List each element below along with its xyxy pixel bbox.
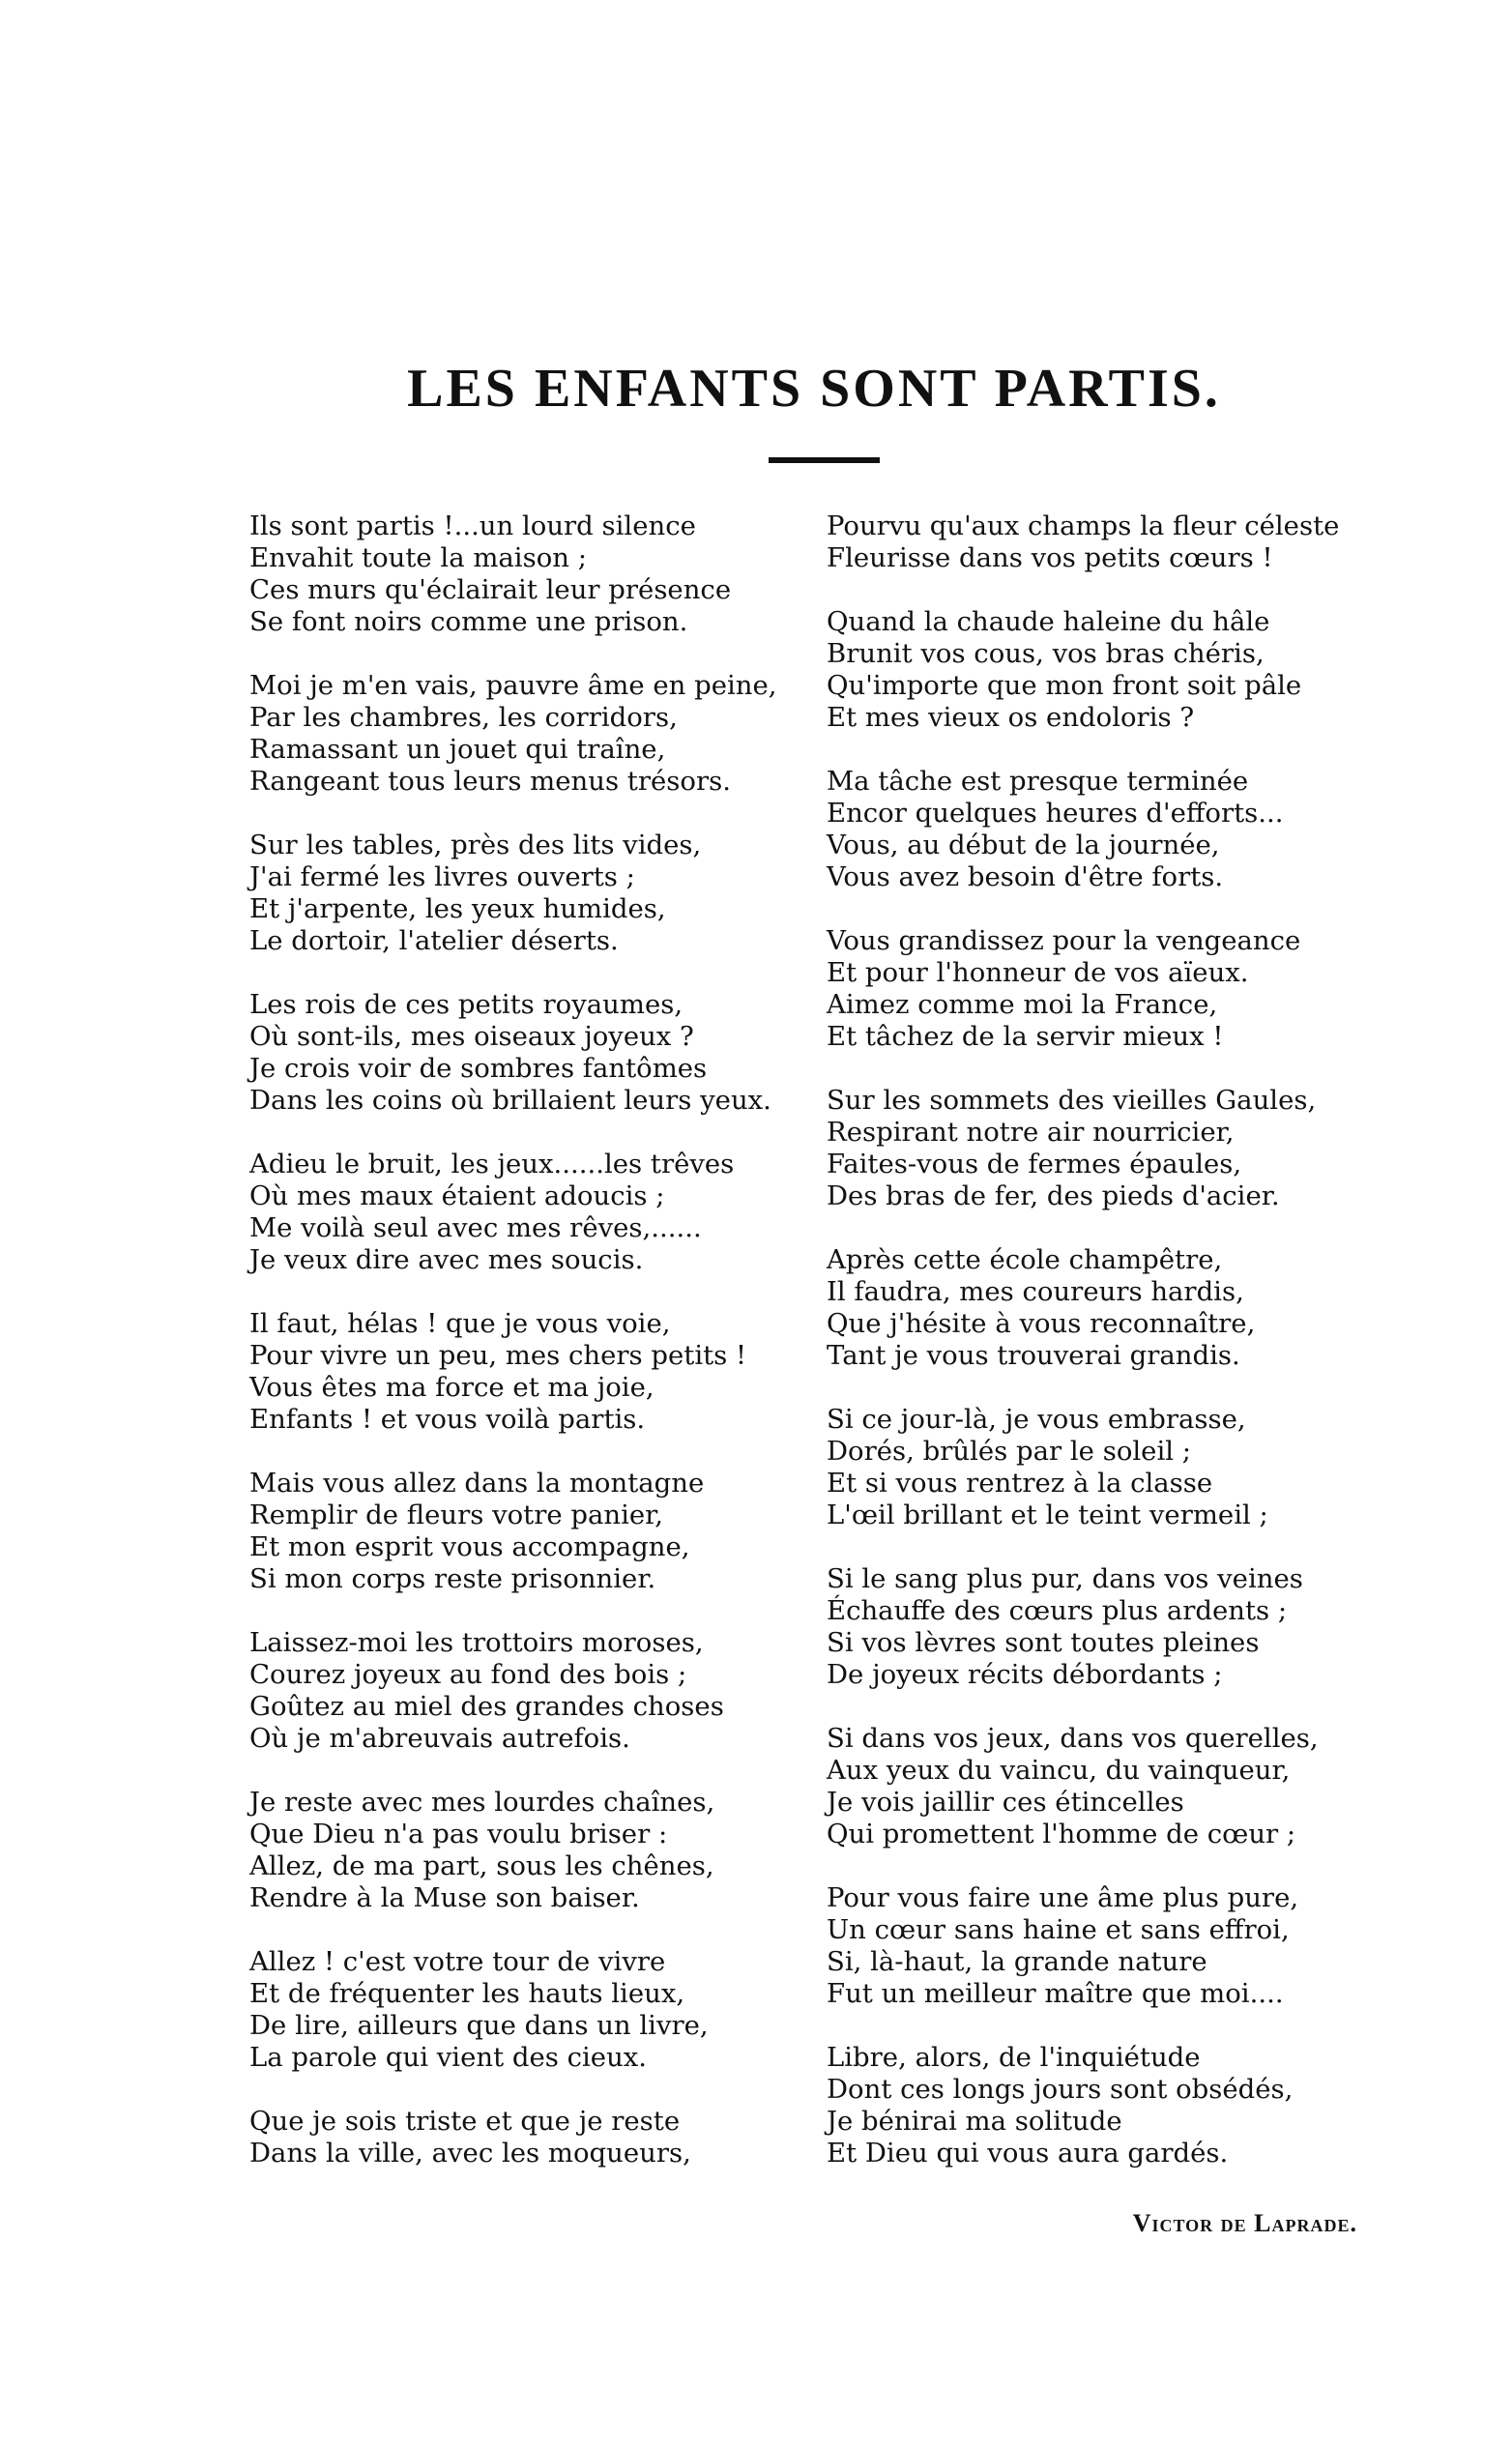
verse-line: Tant je vous trouverai grandis. — [827, 1340, 1240, 1371]
verse-line: Où je m'abreuvais autrefois. — [249, 1723, 630, 1754]
stanza — [249, 830, 868, 957]
right-column — [827, 510, 1445, 2201]
verse-line: Et mon esprit vous accompagne, — [249, 1531, 690, 1562]
verse-line: Les rois de ces petits royaumes, — [249, 989, 683, 1020]
verse-line: Ramassant un jouet qui traîne, — [249, 734, 666, 765]
verse-line: Remplir de fleurs votre panier, — [249, 1500, 664, 1530]
verse-line: Rangeant tous leurs menus trésors. — [249, 766, 731, 797]
verse-line: Il faut, hélas ! que je vous voie, — [249, 1308, 671, 1339]
stanza — [249, 1149, 868, 1276]
verse-line: Sur les tables, près des lits vides, — [249, 830, 702, 860]
verse-line: Courez joyeux au fond des bois ; — [249, 1659, 687, 1690]
verse-line: Échauffe des cœurs plus ardents ; — [827, 1595, 1288, 1626]
verse-line: Envahit toute la maison ; — [249, 542, 587, 573]
author-signature: Victor de Laprade. — [1132, 2209, 1357, 2237]
verse-line: Qui promettent l'homme de cœur ; — [827, 1819, 1296, 1849]
stanza — [827, 606, 1445, 734]
left-column — [249, 510, 868, 2201]
verse-line: Je bénirai ma solitude — [827, 2106, 1122, 2137]
verse-line: Enfants ! et vous voilà partis. — [249, 1404, 646, 1435]
verse-line: Dans les coins où brillaient leurs yeux. — [249, 1085, 771, 1116]
verse-line: Me voilà seul avec mes rêves,...... — [249, 1212, 702, 1243]
verse-line: Brunit vos cous, vos bras chéris, — [827, 638, 1265, 669]
verse-line: Aux yeux du vaincu, du vainqueur, — [827, 1755, 1291, 1786]
verse-line: De lire, ailleurs que dans un livre, — [249, 2010, 709, 2041]
verse-line: Que je sois triste et que je reste — [249, 2106, 681, 2137]
verse-line: La parole qui vient des cieux. — [249, 2042, 648, 2073]
stanza — [827, 1404, 1445, 1531]
verse-line: Et j'arpente, les yeux humides, — [249, 893, 666, 924]
verse-line: Que j'hésite à vous reconnaître, — [827, 1308, 1256, 1339]
verse-line: L'œil brillant et le teint vermeil ; — [827, 1500, 1268, 1530]
stanza — [827, 925, 1445, 1053]
verse-line: Je veux dire avec mes soucis. — [249, 1244, 644, 1275]
verse-line: Moi je m'en vais, pauvre âme en peine, — [249, 670, 777, 701]
verse-line: Pour vivre un peu, mes chers petits ! — [249, 1340, 747, 1371]
verse-line: Dorés, brûlés par le soleil ; — [827, 1436, 1192, 1467]
verse-line: Ces murs qu'éclairait leur présence — [249, 574, 732, 605]
verse-line: Aimez comme moi la France, — [827, 989, 1218, 1020]
verse-line: Rendre à la Muse son baiser. — [249, 1882, 640, 1913]
stanza — [827, 1882, 1445, 2010]
stanza — [827, 2042, 1445, 2169]
verse-line: Goûtez au miel des grandes choses — [249, 1691, 724, 1722]
stanza — [249, 989, 868, 1117]
verse-line: Si mon corps reste prisonnier. — [249, 1563, 656, 1594]
verse-line: Si dans vos jeux, dans vos querelles, — [827, 1723, 1319, 1754]
verse-line: Et si vous rentrez à la classe — [827, 1468, 1213, 1499]
verse-line: De joyeux récits débordants ; — [827, 1659, 1223, 1690]
verse-line: Fut un meilleur maître que moi.... — [827, 1978, 1284, 2009]
verse-line: Et de fréquenter les hauts lieux, — [249, 1978, 685, 2009]
verse-line: Vous avez besoin d'être forts. — [827, 861, 1224, 892]
stanza — [827, 1085, 1445, 1212]
verse-line: Encor quelques heures d'efforts... — [827, 798, 1284, 829]
verse-line: Qu'importe que mon front soit pâle — [827, 670, 1302, 701]
verse-line: J'ai fermé les livres ouverts ; — [249, 861, 635, 892]
verse-line: Des bras de fer, des pieds d'acier. — [827, 1180, 1280, 1211]
verse-line: Fleurisse dans vos petits cœurs ! — [827, 542, 1273, 573]
verse-line: Laissez-moi les trottoirs moroses, — [249, 1627, 704, 1658]
stanza — [827, 1723, 1445, 1850]
verse-line: Où sont-ils, mes oiseaux joyeux ? — [249, 1021, 694, 1052]
stanza — [249, 670, 868, 798]
verse-line: Et pour l'honneur de vos aïeux. — [827, 957, 1249, 988]
stanza — [249, 1787, 868, 1914]
verse-line: Se font noirs comme une prison. — [249, 606, 688, 637]
verse-line: Vous grandissez pour la vengeance — [827, 925, 1301, 956]
verse-line: Pour vous faire une âme plus pure, — [827, 1882, 1299, 1913]
stanza — [249, 1308, 868, 1436]
verse-line: Mais vous allez dans la montagne — [249, 1468, 705, 1499]
verse-line: Ma tâche est presque terminée — [827, 766, 1249, 797]
verse-line: Je crois voir de sombres fantômes — [249, 1053, 708, 1084]
verse-line: Quand la chaude haleine du hâle — [827, 606, 1270, 637]
verse-line: Vous, au début de la journée, — [827, 830, 1220, 860]
verse-line: Et Dieu qui vous aura gardés. — [827, 2138, 1229, 2169]
verse-line: Dont ces longs jours sont obsédés, — [827, 2074, 1294, 2105]
verse-line: Adieu le bruit, les jeux......les trêves — [249, 1149, 735, 1179]
verse-line: Je reste avec mes lourdes chaînes, — [249, 1787, 715, 1818]
verse-line: Par les chambres, les corridors, — [249, 702, 678, 733]
verse-line: Il faudra, mes coureurs hardis, — [827, 1276, 1244, 1307]
verse-line: Si vos lèvres sont toutes pleines — [827, 1627, 1260, 1658]
verse-line: Je vois jaillir ces étincelles — [827, 1787, 1184, 1818]
stanza — [827, 1563, 1445, 1691]
verse-line: Et mes vieux os endoloris ? — [827, 702, 1195, 733]
verse-line: Respirant notre air nourricier, — [827, 1117, 1235, 1148]
verse-line: Où mes maux étaient adoucis ; — [249, 1180, 665, 1211]
verse-line: Pourvu qu'aux champs la fleur céleste — [827, 510, 1340, 541]
stanza — [827, 1244, 1445, 1372]
verse-line: Allez, de ma part, sous les chênes, — [249, 1850, 714, 1881]
verse-line: Et tâchez de la servir mieux ! — [827, 1021, 1224, 1052]
stanza — [249, 510, 868, 638]
verse-line: Vous êtes ma force et ma joie, — [249, 1372, 654, 1403]
verse-line: Libre, alors, de l'inquiétude — [827, 2042, 1201, 2073]
verse-line: Que Dieu n'a pas voulu briser : — [249, 1819, 668, 1849]
verse-line: Dans la ville, avec les moqueurs, — [249, 2138, 691, 2169]
stanza — [827, 766, 1445, 893]
verse-line: Après cette école champêtre, — [827, 1244, 1223, 1275]
verse-line: Sur les sommets des vieilles Gaules, — [827, 1085, 1317, 1116]
verse-line: Faites-vous de fermes épaules, — [827, 1149, 1242, 1179]
stanza — [827, 510, 1445, 574]
verse-line: Si ce jour-là, je vous embrasse, — [827, 1404, 1246, 1435]
verse-line: Le dortoir, l'atelier déserts. — [249, 925, 619, 956]
verse-line: Ils sont partis !...un lourd silence — [249, 510, 696, 541]
verse-line: Allez ! c'est votre tour de vivre — [249, 1946, 666, 1977]
stanza — [249, 1946, 868, 2074]
title-rule — [769, 457, 880, 463]
verse-line: Si le sang plus pur, dans vos veines — [827, 1563, 1303, 1594]
verse-line: Si, là-haut, la grande nature — [827, 1946, 1207, 1977]
stanza — [249, 1627, 868, 1755]
poem-title: LES ENFANTS SONT PARTIS. — [407, 359, 1221, 419]
stanza — [249, 1468, 868, 1595]
verse-line: Un cœur sans haine et sans effroi, — [827, 1914, 1290, 1945]
stanza — [249, 2106, 868, 2169]
